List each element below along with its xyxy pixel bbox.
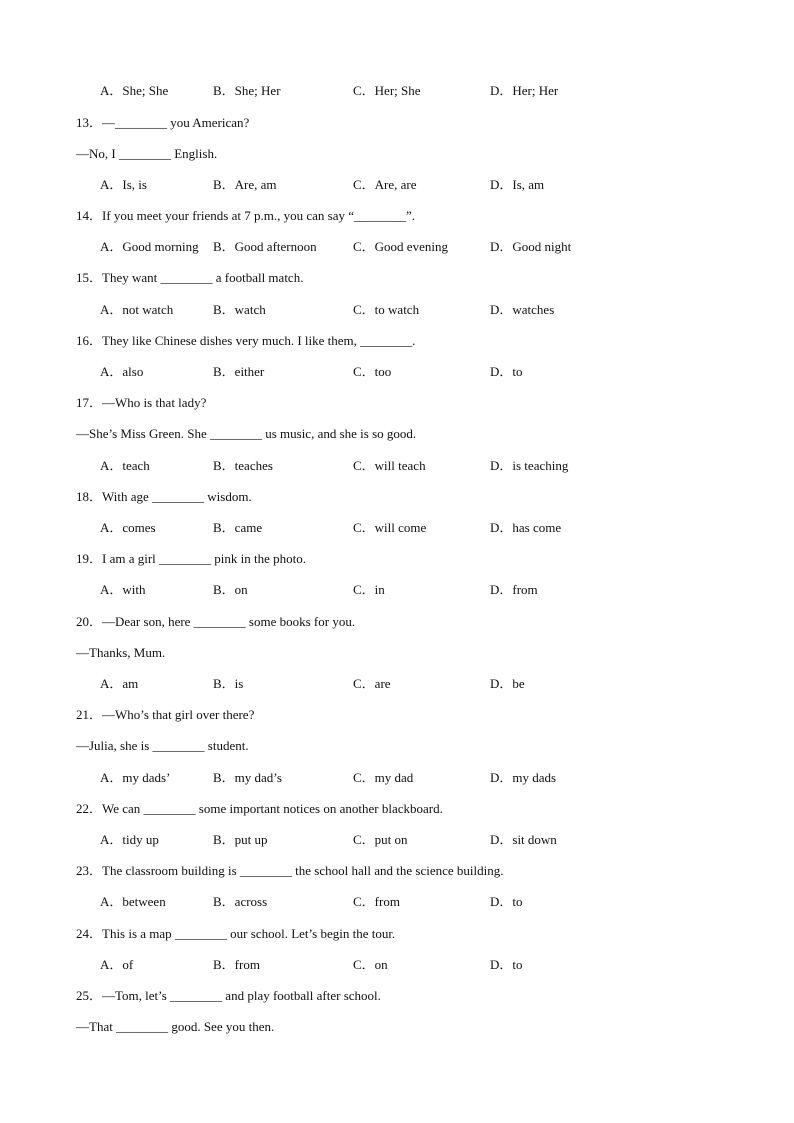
options-row-q13 — [0, 177, 794, 193]
option-b: B．my dad’s — [213, 770, 282, 785]
option-a: A．am — [100, 676, 139, 691]
option-a: A．of — [100, 957, 134, 972]
options-row-q18 — [0, 520, 794, 536]
question-21-stem: 21．—Who’s that girl over there? — [76, 707, 255, 722]
option-a: A．Is, is — [100, 177, 147, 192]
question-19-stem: 19．I am a girl ________ pink in the photo. — [76, 551, 307, 566]
option-c: C．my dad — [353, 770, 414, 785]
question-16-stem: 16．They like Chinese dishes very much. I like them, ________. — [76, 333, 416, 348]
option-b: B．watch — [213, 302, 266, 317]
option-a: A．comes — [100, 520, 156, 535]
option-b: B．put up — [213, 832, 268, 847]
option-c: C．to watch — [353, 302, 420, 317]
options-row-q12 — [0, 83, 794, 99]
option-b: B．came — [213, 520, 263, 535]
question-14-stem: 14．If you meet your friends at 7 p.m., you can say “________”. — [76, 208, 416, 223]
options-row-q22 — [0, 832, 794, 848]
option-d: D．Her; Her — [490, 83, 559, 98]
option-a: A．not watch — [100, 302, 174, 317]
option-a: A．She; She — [100, 83, 169, 98]
option-d: D．from — [490, 582, 538, 597]
option-a: A．between — [100, 894, 166, 909]
option-b: B．teaches — [213, 458, 273, 473]
option-b: B．across — [213, 894, 268, 909]
option-c: C．put on — [353, 832, 408, 847]
question-20-response: —Thanks, Mum. — [76, 645, 166, 660]
option-d: D．to — [490, 957, 523, 972]
option-c: C．will come — [353, 520, 427, 535]
option-d: D．watches — [490, 302, 555, 317]
option-c: C．Good evening — [353, 239, 448, 254]
question-13-stem: 13．—________ you American? — [76, 115, 250, 130]
options-row-q23 — [0, 894, 794, 910]
option-b: B．Are, am — [213, 177, 277, 192]
option-b: B．is — [213, 676, 244, 691]
question-18-stem: 18．With age ________ wisdom. — [76, 489, 252, 504]
options-row-q16 — [0, 364, 794, 380]
option-d: D．my dads — [490, 770, 557, 785]
options-row-q24 — [0, 957, 794, 973]
option-d: D．to — [490, 364, 523, 379]
option-c: C．on — [353, 957, 388, 972]
option-b: B．Good afternoon — [213, 239, 317, 254]
options-row-q19 — [0, 582, 794, 598]
option-d: D．Good night — [490, 239, 572, 254]
option-d: D．be — [490, 676, 525, 691]
question-21-response: —Julia, she is ________ student. — [76, 738, 249, 753]
option-c: C．Are, are — [353, 177, 417, 192]
question-22-stem: 22．We can ________ some important notices on another blackboard. — [76, 801, 443, 816]
option-d: D．Is, am — [490, 177, 545, 192]
option-a: A．tidy up — [100, 832, 159, 847]
option-c: C．in — [353, 582, 385, 597]
option-d: D．has come — [490, 520, 562, 535]
options-row-q17 — [0, 458, 794, 474]
question-25-stem: 25．—Tom, let’s ________ and play football after school. — [76, 988, 381, 1003]
option-c: C．from — [353, 894, 400, 909]
option-c: C．too — [353, 364, 392, 379]
option-d: D．is teaching — [490, 458, 569, 473]
option-d: D．to — [490, 894, 523, 909]
option-c: C．will teach — [353, 458, 426, 473]
option-c: C．are — [353, 676, 391, 691]
options-row-q20 — [0, 676, 794, 692]
question-17-response: —She’s Miss Green. She ________ us music, and she is so good. — [76, 426, 417, 441]
question-25-response: —That ________ good. See you then. — [76, 1019, 275, 1034]
option-b: B．either — [213, 364, 265, 379]
question-20-stem: 20．—Dear son, here ________ some books for you. — [76, 614, 356, 629]
options-row-q21 — [0, 770, 794, 786]
options-row-q14 — [0, 239, 794, 255]
question-24-stem: 24．This is a map ________ our school. Let’s begin the tour. — [76, 926, 396, 941]
option-b: B．She; Her — [213, 83, 281, 98]
option-a: A．with — [100, 582, 146, 597]
option-d: D．sit down — [490, 832, 557, 847]
question-15-stem: 15．They want ________ a football match. — [76, 270, 304, 285]
question-23-stem: 23．The classroom building is ________ the school hall and the science building. — [76, 863, 504, 878]
option-c: C．Her; She — [353, 83, 421, 98]
option-a: A．teach — [100, 458, 150, 473]
option-b: B．from — [213, 957, 260, 972]
option-b: B．on — [213, 582, 248, 597]
options-row-q15 — [0, 302, 794, 318]
question-17-stem: 17．—Who is that lady? — [76, 395, 207, 410]
option-a: A．Good morning — [100, 239, 199, 254]
option-a: A．my dads’ — [100, 770, 171, 785]
question-13-response: —No, I ________ English. — [76, 146, 218, 161]
option-a: A．also — [100, 364, 144, 379]
